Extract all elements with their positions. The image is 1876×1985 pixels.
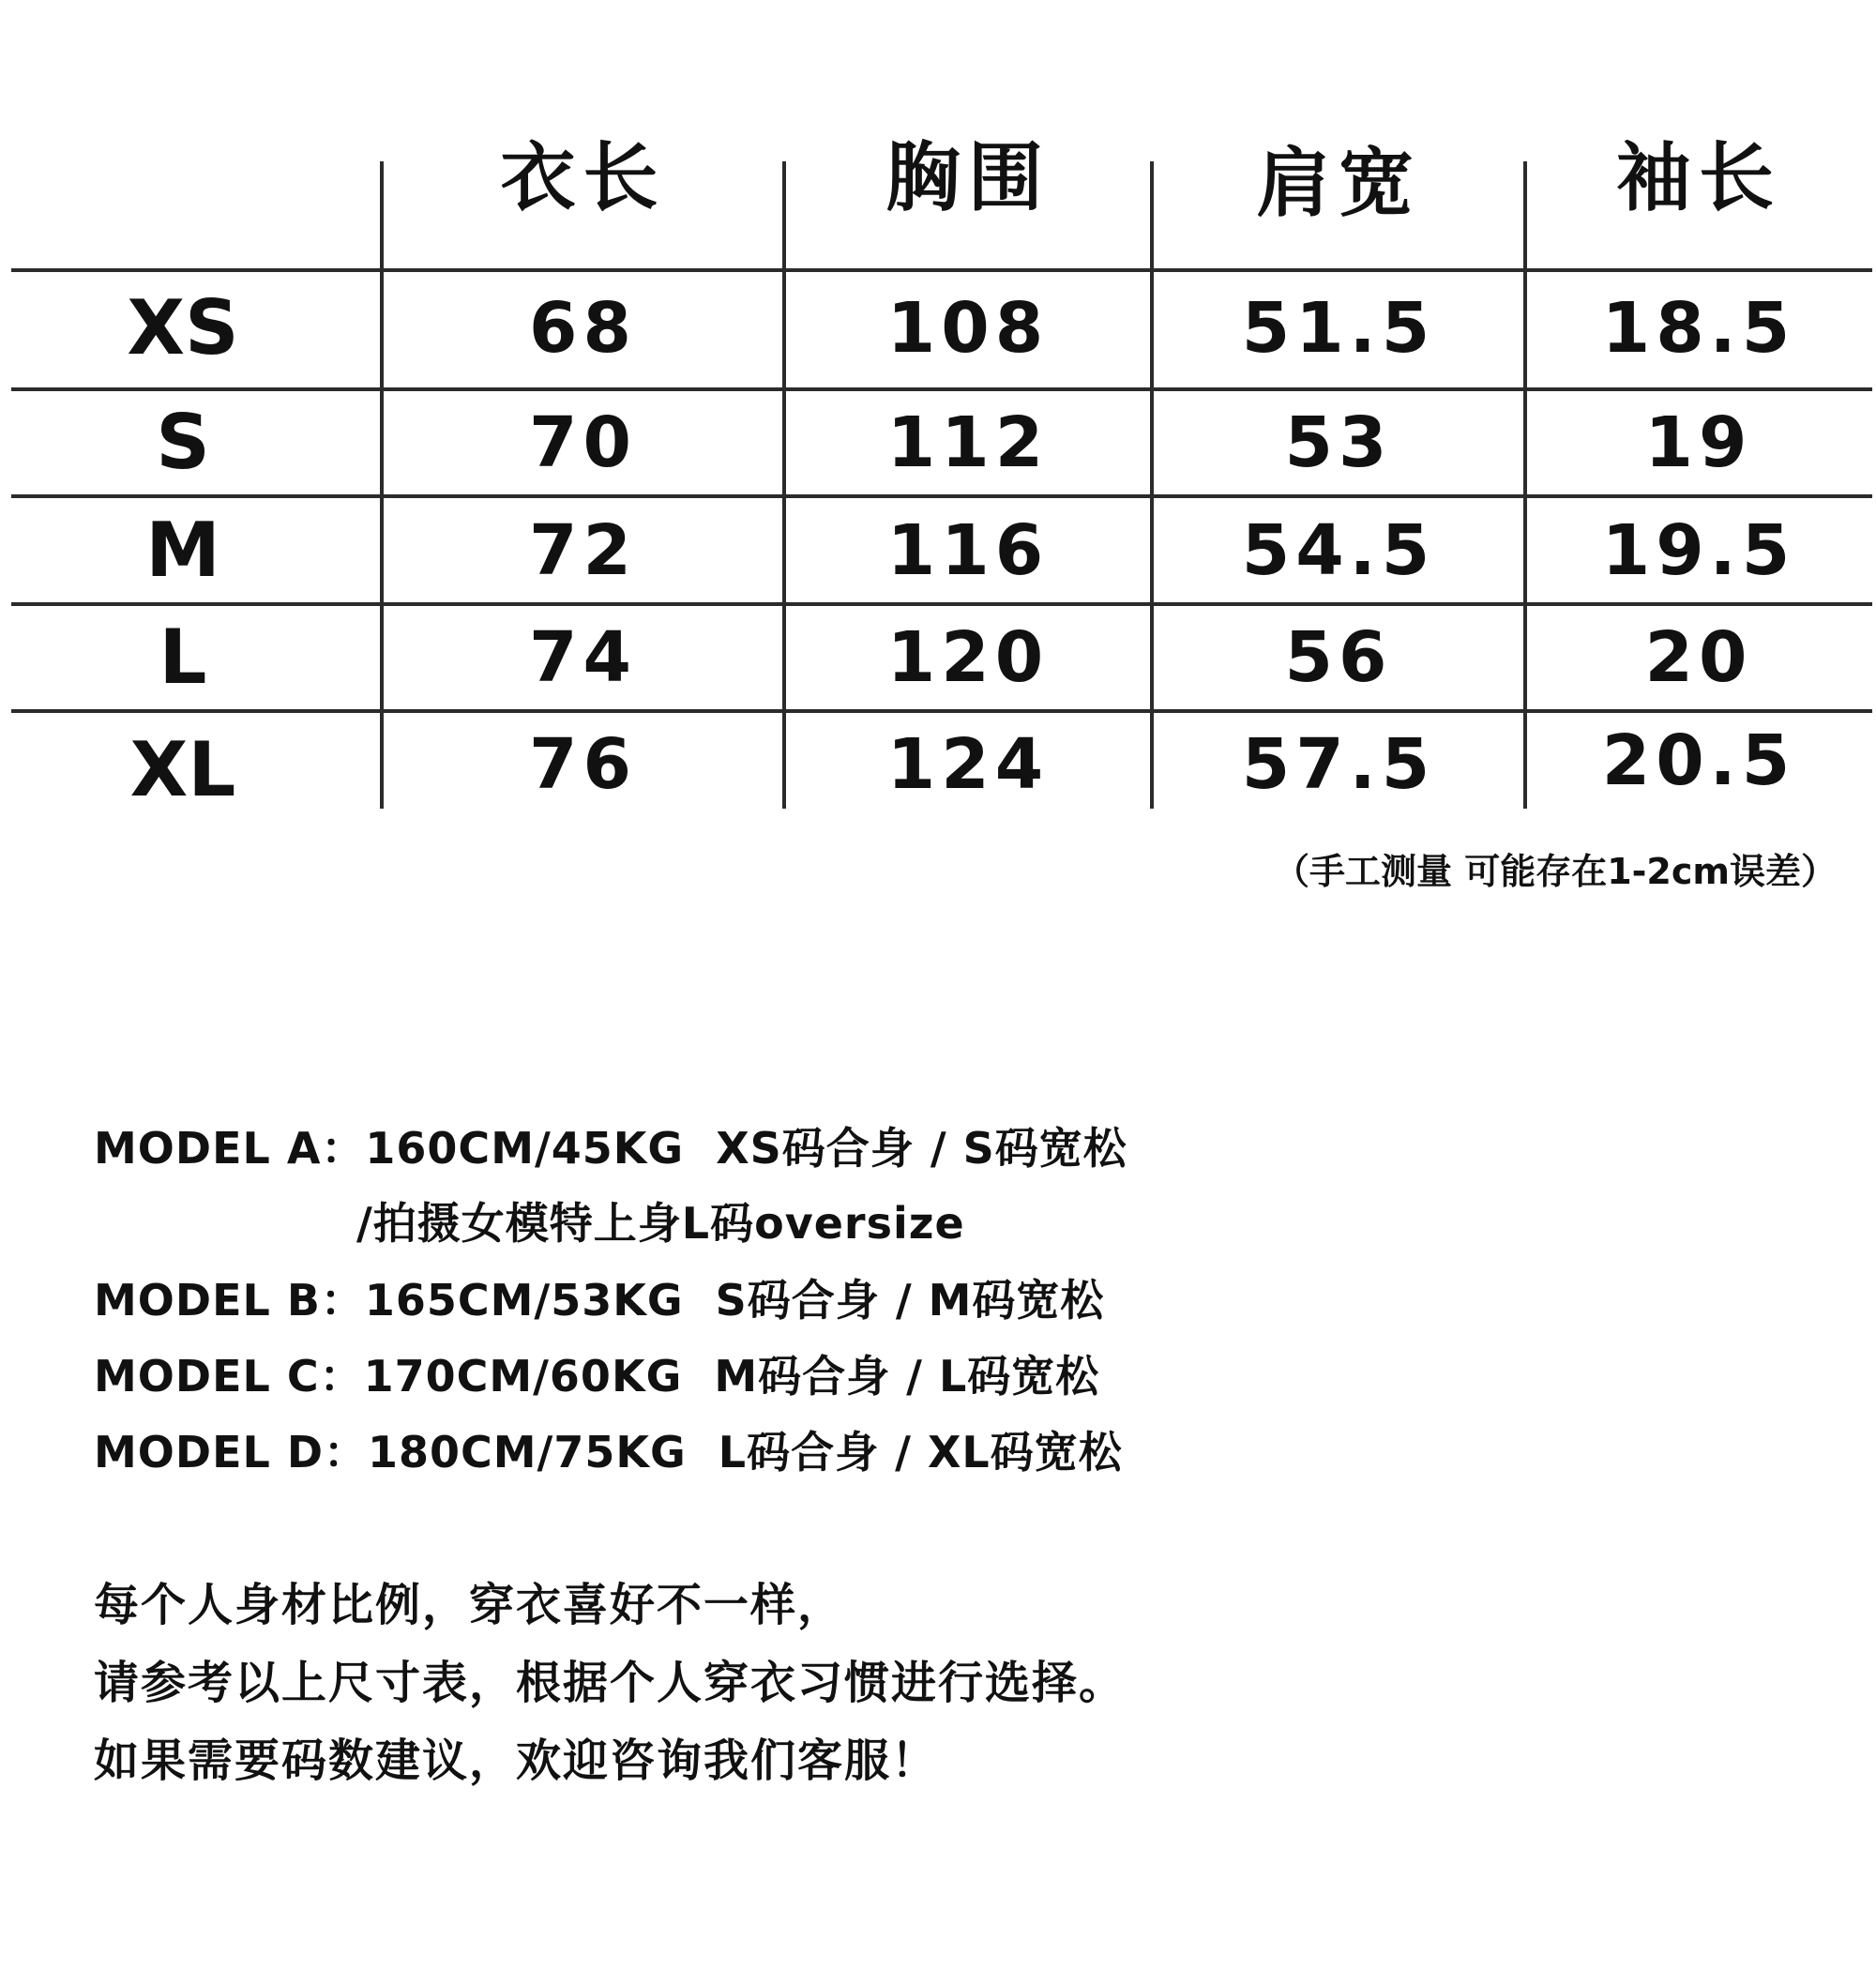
column-header-chest: 胸围 (885, 134, 1051, 221)
size-label: S (156, 399, 210, 486)
table-cell: 20 (1644, 617, 1753, 698)
table-cell: 54.5 (1241, 509, 1436, 591)
column-header-shoulder: 肩宽 (1256, 140, 1421, 227)
model-a-line: MODEL A：160CM/45KG XS码合身 / S码宽松 (94, 1123, 1127, 1174)
advice-line: 每个人身材比例，穿衣喜好不一样， (94, 1579, 845, 1631)
size-label: M (145, 506, 220, 594)
model-d-line: MODEL D：180CM/75KG L码合身 / XL码宽松 (94, 1427, 1123, 1477)
column-header-length: 衣长 (500, 134, 666, 221)
table-cell: 72 (529, 509, 637, 591)
table-cell: 18.5 (1601, 288, 1796, 369)
model-b-line: MODEL B：165CM/53KG S码合身 / M码宽松 (94, 1275, 1105, 1326)
column-header-sleeve: 袖长 (1616, 134, 1781, 221)
table-cell: 76 (529, 724, 637, 805)
advice-line: 请参考以上尺寸表，根据个人穿衣习惯进行选择。 (94, 1657, 1127, 1709)
model-a-note: /拍摄女模特上身L码oversize (356, 1198, 965, 1249)
table-cell: 68 (529, 288, 637, 369)
size-label: XS (127, 284, 239, 371)
table-cell: 53 (1284, 402, 1393, 483)
table-cell: 112 (886, 402, 1050, 483)
table-cell: 74 (529, 617, 637, 698)
table-cell: 51.5 (1241, 288, 1436, 369)
size-label: L (159, 614, 207, 701)
table-cell: 120 (886, 617, 1050, 698)
table-cell: 19 (1644, 402, 1753, 483)
table-cell: 124 (886, 724, 1050, 805)
measurement-note: （手工测量 可能存在1-2cm误差） (1273, 851, 1837, 892)
table-cell: 57.5 (1241, 724, 1436, 805)
table-cell: 70 (529, 402, 637, 483)
table-rule (11, 268, 1872, 272)
table-cell: 20.5 (1601, 720, 1796, 801)
table-cell: 19.5 (1601, 509, 1796, 591)
table-cell: 108 (886, 288, 1050, 369)
size-label: XL (129, 726, 236, 813)
table-cell: 56 (1284, 617, 1393, 698)
model-c-line: MODEL C：170CM/60KG M码合身 / L码宽松 (94, 1351, 1100, 1402)
table-cell: 116 (886, 509, 1050, 591)
advice-line: 如果需要码数建议，欢迎咨询我们客服！ (94, 1735, 939, 1787)
